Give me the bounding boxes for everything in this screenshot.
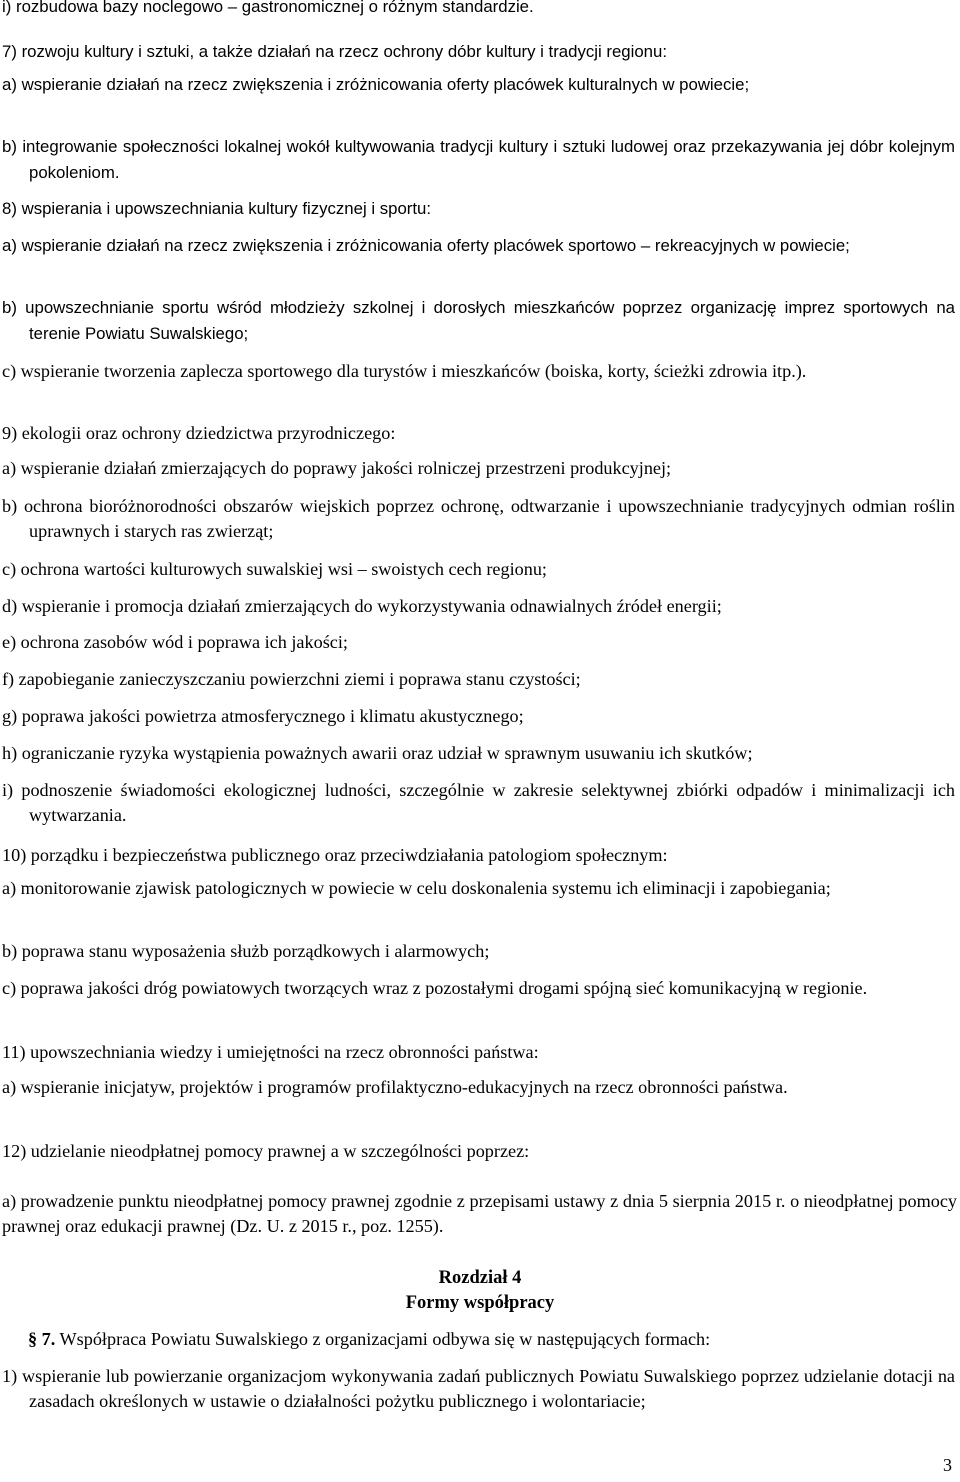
item-9f: f) zapobieganie zanieczyszczaniu powierzchni ziemi i poprawa stanu czystości; [2, 669, 581, 689]
item-9c: c) ochrona wartości kulturowych suwalskiej wsi – swoistych cech regionu; [2, 559, 547, 579]
item-11-defense: 11) upowszechniania wiedzy i umiejętności na rzecz obronności państwa: [2, 1042, 539, 1062]
section-7 [28, 1327, 953, 1352]
section-mark: § 7. [28, 1329, 56, 1349]
item-9g: g) poprawa jakości powietrza atmosferycznego i klimatu akustycznego; [2, 706, 524, 726]
item-7-culture: 7) rozwoju kultury i sztuki, a także działań na rzecz ochrony dóbr kultury i tradycji regionu: [2, 42, 668, 61]
section-text: Współpraca Powiatu Suwalskiego z organizacjami odbywa się w następujących formach: [59, 1329, 711, 1349]
item-8a: a) wspieranie działań na rzecz zwiększenia i zróżnicowania oferty placówek sportowo – rekreacyjnych w powiecie; [2, 236, 850, 255]
item-10c: c) poprawa jakości dróg powiatowych tworzących wraz z pozostałymi drogami spójną sieć komunikacyjną w regionie. [2, 978, 868, 998]
item-10a: a) monitorowanie zjawisk patologicznych w powiecie w celu doskonalenia systemu ich eliminacji i zapobiegania; [2, 878, 831, 898]
item-1-support: 1) wspieranie lub powierzanie organizacjom wykonywania zadań publicznych Powiatu Suwalskiego poprzez udzielanie dotacji na zasadach określonych w ustawie o działalności pożytku publicznego i wolontariacie; [2, 1366, 955, 1411]
item-7a: a) wspieranie działań na rzecz zwiększenia i zróżnicowania oferty placówek kulturalnych w powiecie; [2, 75, 750, 94]
item-9b: b) ochrona bioróżnorodności obszarów wiejskich poprzez ochronę, odtwarzanie i upowszechnianie tradycyjnych odmian roślin uprawnych i starych ras zwierząt; [2, 496, 955, 541]
item-8-sport: 8) wspierania i upowszechniania kultury fizycznej i sportu: [2, 199, 432, 218]
item-9-ecology: 9) ekologii oraz ochrony dziedzictwa przyrodniczego: [2, 423, 396, 443]
item-8c: c) wspieranie tworzenia zaplecza sportowego dla turystów i mieszkańców (boiska, korty, ścieżki zdrowia itp.). [2, 361, 807, 381]
item-12a: a) prowadzenie punktu nieodpłatnej pomocy prawnej zgodnie z przepisami ustawy z dnia 5 sierpnia 2015 r. o nieodpłatnej pomocy prawnej oraz edukacji prawnej (Dz. U. z 2015 r., poz. 1255). [2, 1191, 957, 1236]
item-11a: a) wspieranie inicjatyw, projektów i programów profilaktyczno-edukacyjnych na rzecz obronności państwa. [2, 1077, 788, 1097]
item-9h: h) ograniczanie ryzyka wystąpienia poważnych awarii oraz udział w sprawnym usuwaniu ich skutków; [2, 743, 753, 763]
item-9a: a) wspieranie działań zmierzających do poprawy jakości rolniczej przestrzeni produkcyjnej; [2, 458, 672, 478]
item-9d: d) wspieranie i promocja działań zmierzających do wykorzystywania odnawialnych źródeł energii; [2, 596, 722, 616]
item-8b: b) upowszechnianie sportu wśród młodzieży szkolnej i dorosłych mieszkańców poprzez organizację imprez sportowych na terenie Powiatu Suwalskiego; [2, 298, 955, 343]
item-7b: b) integrowanie społeczności lokalnej wokół kultywowania tradycji kultury i sztuki ludowej oraz przekazywania jej dóbr kolejnym pokoleniom. [2, 137, 955, 182]
item-9i: i) podnoszenie świadomości ekologicznej ludności, szczególnie w zakresie selektywnej zbiórki odpadów i minimalizacji ich wytwarzania. [2, 780, 955, 825]
item-9e: e) ochrona zasobów wód i poprawa ich jakości; [2, 632, 348, 652]
chapter-number: Rozdział 4 [438, 1268, 522, 1288]
item-12-legal-aid: 12) udzielanie nieodpłatnej pomocy prawnej a w szczególności poprzez: [2, 1141, 530, 1161]
item-10b: b) poprawa stanu wyposażenia służb porządkowych i alarmowych; [2, 941, 490, 961]
item-i-accommodation: i) rozbudowa bazy noclegowo – gastronomicznej o różnym standardzie. [2, 0, 534, 16]
chapter-title: Formy współpracy [405, 1293, 555, 1313]
item-10-public-order: 10) porządku i bezpieczeństwa publicznego oraz przeciwdziałania patologiom społecznym: [2, 845, 668, 865]
page-number: 3 [943, 1455, 952, 1475]
